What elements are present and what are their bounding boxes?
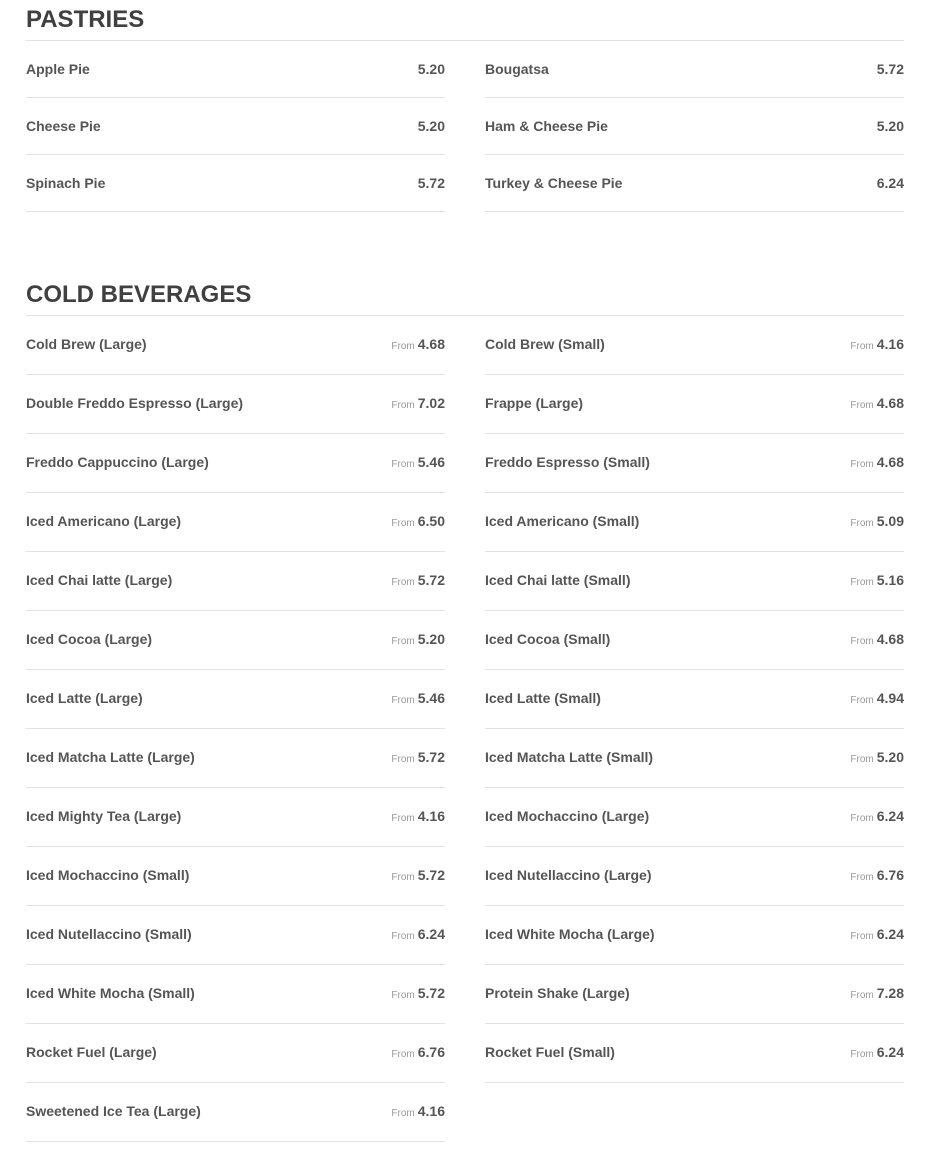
menu-item-price-group <box>391 867 445 885</box>
price-from-label: From <box>391 872 415 883</box>
menu-item[interactable] <box>26 670 445 729</box>
price-from-label: From <box>850 341 874 352</box>
price-from-label: From <box>850 695 874 706</box>
price-from-label: From <box>850 1049 874 1060</box>
menu-item-price: 4.16 <box>417 1103 445 1119</box>
menu-item-name: Apple Pie <box>26 61 90 77</box>
menu-item-price-group <box>850 808 904 826</box>
menu-item-price: 5.72 <box>417 985 445 1001</box>
price-from-label: From <box>391 931 415 942</box>
menu-item-name: Cold Brew (Small) <box>485 336 605 352</box>
menu-item-price-group <box>391 926 445 944</box>
menu-item-name: Iced White Mocha (Small) <box>26 985 195 1001</box>
menu-item-price: 5.20 <box>417 61 445 77</box>
menu-item-name: Iced Chai latte (Small) <box>485 572 631 588</box>
menu-item[interactable] <box>485 434 904 493</box>
menu-item-price-group <box>391 631 445 649</box>
menu-item-price: 5.20 <box>876 118 904 134</box>
menu-item-price-group <box>850 454 904 472</box>
menu-item-price: 5.46 <box>417 690 445 706</box>
menu-item[interactable] <box>26 788 445 847</box>
menu-item-price-group <box>850 395 904 413</box>
menu-item-price-group <box>850 513 904 531</box>
menu-item-price-group <box>391 572 445 590</box>
menu-item-price-group <box>391 808 445 826</box>
menu-item-price: 6.50 <box>417 513 445 529</box>
menu-item[interactable] <box>485 1024 904 1083</box>
section-pastries <box>26 0 904 213</box>
menu-item[interactable] <box>485 611 904 670</box>
price-from-label: From <box>391 518 415 529</box>
menu-item-name: Rocket Fuel (Large) <box>26 1044 157 1060</box>
menu-item-name: Turkey & Cheese Pie <box>485 175 623 191</box>
menu-item-price-group <box>391 1044 445 1062</box>
price-from-label: From <box>850 872 874 883</box>
menu-item[interactable] <box>26 316 445 375</box>
menu-item[interactable] <box>26 98 445 155</box>
menu-item-price-group <box>850 336 904 354</box>
section-cold-beverages <box>26 275 904 1144</box>
menu-item-name: Iced Mochaccino (Small) <box>26 867 190 883</box>
menu-item-name: Rocket Fuel (Small) <box>485 1044 615 1060</box>
menu-item-price-group <box>391 985 445 1003</box>
price-from-label: From <box>850 518 874 529</box>
menu-item-name: Freddo Espresso (Small) <box>485 454 650 470</box>
menu-item-price: 5.72 <box>876 61 904 77</box>
menu-item-price: 5.72 <box>417 867 445 883</box>
menu-item-name: Iced Chai latte (Large) <box>26 572 173 588</box>
menu-item[interactable] <box>485 41 904 98</box>
menu-item-name: Iced Americano (Small) <box>485 513 640 529</box>
menu-item-price: 4.68 <box>876 454 904 470</box>
menu-item[interactable] <box>26 155 445 212</box>
menu-item[interactable] <box>26 375 445 434</box>
menu-item-price-group <box>850 690 904 708</box>
menu-item[interactable] <box>485 729 904 788</box>
menu-item-price: 4.68 <box>417 336 445 352</box>
menu-item[interactable] <box>485 670 904 729</box>
menu-item-price-group <box>850 572 904 590</box>
menu-item-name: Iced Mighty Tea (Large) <box>26 808 182 824</box>
menu-item-name: Iced Matcha Latte (Small) <box>485 749 654 765</box>
menu-item-name: Iced Mochaccino (Large) <box>485 808 650 824</box>
menu-item-name: Iced Latte (Small) <box>485 690 601 706</box>
price-from-label: From <box>850 754 874 765</box>
price-from-label: From <box>391 636 415 647</box>
menu-grid-pastries <box>26 41 904 213</box>
menu-item[interactable] <box>26 434 445 493</box>
menu-item-price-group <box>877 61 904 79</box>
menu-item-price: 5.20 <box>876 749 904 765</box>
menu-item-price-group <box>391 336 445 354</box>
menu-item-price: 5.16 <box>876 572 904 588</box>
menu-item-name: Sweetened Ice Tea (Large) <box>26 1103 201 1119</box>
menu-item[interactable] <box>485 375 904 434</box>
menu-item-price: 4.16 <box>417 808 445 824</box>
price-from-label: From <box>391 577 415 588</box>
price-from-label: From <box>850 400 874 411</box>
menu-item-name: Iced Nutellaccino (Large) <box>485 867 652 883</box>
menu-item-price: 6.24 <box>876 808 904 824</box>
menu-item-price: 6.24 <box>417 926 445 942</box>
menu-item-price-group <box>391 513 445 531</box>
price-from-label: From <box>391 1049 415 1060</box>
section-title: COLD BEVERAGES <box>26 275 904 316</box>
menu-item-name: Iced Americano (Large) <box>26 513 182 529</box>
menu-item-name: Frappe (Large) <box>485 395 584 411</box>
price-from-label: From <box>391 754 415 765</box>
menu-item-price: 5.72 <box>417 572 445 588</box>
menu-item[interactable] <box>485 906 904 965</box>
menu-item-price-group <box>418 61 445 79</box>
menu-item-price: 4.68 <box>876 395 904 411</box>
menu-item[interactable] <box>485 98 904 155</box>
menu-item-name: Iced Cocoa (Large) <box>26 631 153 647</box>
menu-item[interactable] <box>26 847 445 906</box>
menu-item-price: 6.24 <box>876 175 904 191</box>
price-from-label: From <box>850 931 874 942</box>
menu-item-name: Iced Latte (Large) <box>26 690 143 706</box>
menu-item[interactable] <box>26 906 445 965</box>
menu-item-price-group <box>391 395 445 413</box>
menu-item-name: Double Freddo Espresso (Large) <box>26 395 244 411</box>
menu-item-name: Spinach Pie <box>26 175 106 191</box>
menu-item[interactable] <box>26 493 445 552</box>
price-from-label: From <box>391 813 415 824</box>
menu-item-price-group <box>850 749 904 767</box>
menu-item-name: Cheese Pie <box>26 118 101 134</box>
menu-item[interactable] <box>485 847 904 906</box>
menu-item-price: 4.16 <box>876 336 904 352</box>
price-from-label: From <box>391 341 415 352</box>
price-from-label: From <box>850 813 874 824</box>
price-from-label: From <box>391 990 415 1001</box>
menu-item-price-group <box>850 631 904 649</box>
menu-item[interactable] <box>485 316 904 375</box>
menu-item[interactable] <box>26 611 445 670</box>
menu-item-price: 5.09 <box>876 513 904 529</box>
menu-item-price-group <box>391 454 445 472</box>
menu-item-price-group <box>391 749 445 767</box>
menu-item-price-group <box>850 926 904 944</box>
price-from-label: From <box>391 695 415 706</box>
price-from-label: From <box>391 459 415 470</box>
menu-item-name: Iced Nutellaccino (Small) <box>26 926 192 942</box>
menu-item-name: Iced Matcha Latte (Large) <box>26 749 195 765</box>
menu-item-name: Freddo Cappuccino (Large) <box>26 454 209 470</box>
menu-item-name: Ham & Cheese Pie <box>485 118 608 134</box>
menu-item-name: Cold Brew (Large) <box>26 336 147 352</box>
menu-item-price: 5.72 <box>417 749 445 765</box>
menu-item[interactable] <box>485 552 904 611</box>
menu-item-price-group <box>391 1103 445 1121</box>
menu-item[interactable] <box>26 552 445 611</box>
price-from-label: From <box>850 990 874 1001</box>
menu-item-price-group <box>418 118 445 136</box>
price-from-label: From <box>391 1108 415 1119</box>
menu-item-price-group <box>418 175 445 193</box>
menu-item-price: 7.02 <box>417 395 445 411</box>
menu-item-price: 7.28 <box>876 985 904 1001</box>
menu-item[interactable] <box>485 155 904 212</box>
menu-item-price: 6.24 <box>876 1044 904 1060</box>
section-title: PASTRIES <box>26 0 904 41</box>
menu-item-name: Bougatsa <box>485 61 549 77</box>
menu-item[interactable] <box>26 41 445 98</box>
menu-item[interactable] <box>485 788 904 847</box>
menu-item-price-group <box>850 867 904 885</box>
menu-item-name: Iced White Mocha (Large) <box>485 926 655 942</box>
menu-item-price: 6.24 <box>876 926 904 942</box>
menu-item-price-group <box>850 1044 904 1062</box>
price-from-label: From <box>850 636 874 647</box>
menu-item-price: 6.76 <box>417 1044 445 1060</box>
price-from-label: From <box>850 459 874 470</box>
menu-item[interactable] <box>26 1024 445 1083</box>
menu-item-price-group <box>877 118 904 136</box>
menu-item-price: 4.68 <box>876 631 904 647</box>
menu-item[interactable] <box>485 965 904 1024</box>
menu-item-price: 5.72 <box>417 175 445 191</box>
menu-item-name: Protein Shake (Large) <box>485 985 630 1001</box>
menu-item-price: 5.46 <box>417 454 445 470</box>
menu-item-price: 4.94 <box>876 690 904 706</box>
menu-grid-cold-beverages <box>26 316 904 1144</box>
price-from-label: From <box>391 400 415 411</box>
menu-item[interactable] <box>26 729 445 788</box>
menu-item-price-group <box>391 690 445 708</box>
menu-item[interactable] <box>26 1083 445 1142</box>
menu-item[interactable] <box>26 965 445 1024</box>
menu-item-price-group <box>850 985 904 1003</box>
menu-item-price: 5.20 <box>417 118 445 134</box>
menu-item-name: Iced Cocoa (Small) <box>485 631 611 647</box>
price-from-label: From <box>850 577 874 588</box>
menu-item-price-group <box>877 175 904 193</box>
menu-item-price: 6.76 <box>876 867 904 883</box>
menu-item[interactable] <box>485 493 904 552</box>
menu-item-price: 5.20 <box>417 631 445 647</box>
